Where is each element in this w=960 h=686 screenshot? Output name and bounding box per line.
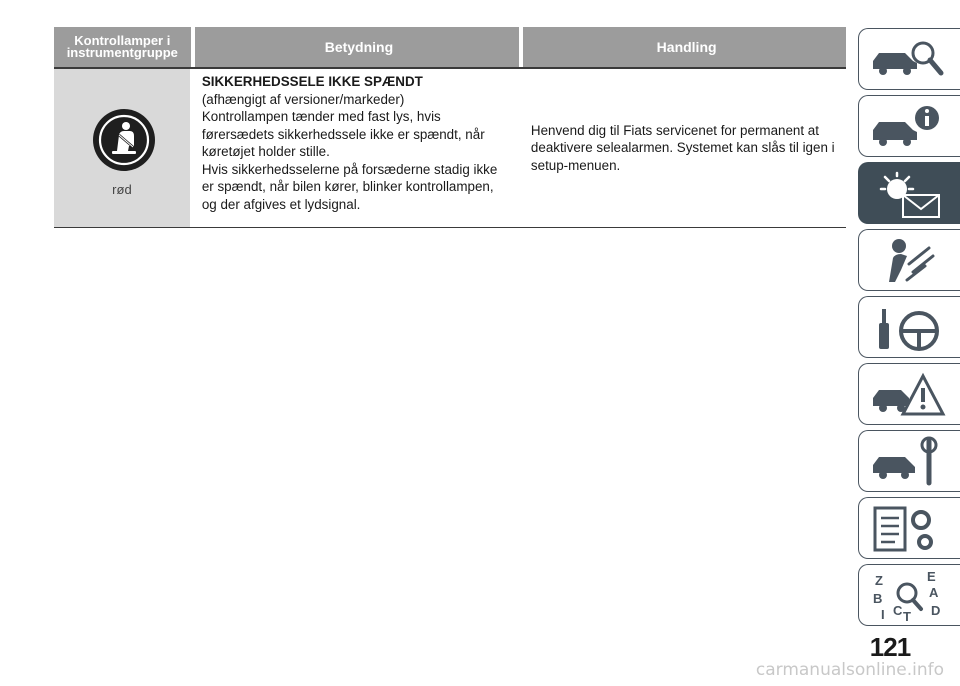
meaning-line: (afhængigt af versioner/markeder) [201, 91, 405, 107]
tab-maintenance[interactable] [858, 430, 960, 492]
meaning-line: er spændt, når bilen kører, blinker kontrollampen, [201, 179, 494, 194]
warning-lights-table [54, 27, 846, 228]
table-header [54, 27, 846, 69]
lamp-color-label: rød [112, 182, 132, 197]
page-number: 121 [869, 632, 911, 662]
header-action: Handling [656, 39, 717, 55]
meaning-line: Kontrollampen tænder med fast lys, hvis [201, 109, 441, 124]
tab-starting-driving[interactable] [858, 296, 960, 358]
spec-sheet-gears-icon [867, 502, 947, 556]
lamp-cell [54, 69, 190, 227]
action-cell [519, 69, 846, 227]
meaning-line: og der afgives et lydsignal. [201, 196, 361, 212]
svg-text:Z: Z [875, 573, 883, 588]
header-separator [191, 27, 195, 67]
header-instrument-cluster-lamps [54, 27, 191, 67]
meaning-line: køretøjet holder stille. [201, 144, 330, 159]
tab-car-info[interactable] [858, 95, 960, 157]
car-magnifier-icon [867, 33, 947, 87]
action-text: Henvend dig til Fiats servicenet for permanent at deaktivere selealarmen. Systemet kan slås til igen i setup-menuen. [530, 122, 835, 173]
tab-technical-data[interactable] [858, 497, 960, 559]
svg-text:I: I [881, 607, 885, 622]
meaning-line: Hvis sikkerhedsselerne på forsæderne stadig ikke [201, 161, 498, 177]
meaning-cell [190, 69, 519, 227]
warning-light-envelope-icon [867, 167, 947, 221]
tab-warning-lights[interactable] [858, 162, 960, 224]
tab-safety[interactable] [858, 229, 960, 291]
airbag-occupant-icon [867, 234, 947, 288]
car-warning-triangle-icon [867, 368, 947, 422]
svg-text:D: D [931, 603, 941, 618]
meaning-line: førersædets sikkerhedssele ikke er spændt, når [201, 126, 485, 142]
key-steering-wheel-icon [867, 301, 947, 355]
tab-index[interactable] [858, 564, 960, 626]
table-row [54, 69, 846, 228]
car-info-icon [867, 100, 947, 154]
alphabet-index-icon [867, 569, 947, 623]
svg-text:C: C [893, 603, 903, 618]
header-separator [519, 27, 523, 67]
warning-heading: SIKKERHEDSSELE IKKE SPÆNDT [201, 74, 423, 89]
header-meaning: Betydning [324, 39, 394, 55]
tab-emergency[interactable] [858, 363, 960, 425]
header-label: Kontrollamper i instrumentgruppe [66, 33, 178, 60]
car-wrench-icon [867, 435, 947, 489]
svg-text:B: B [873, 591, 883, 606]
watermark: carmanualsonline.info [755, 660, 944, 680]
seatbelt-warning-icon [93, 109, 155, 171]
svg-text:T: T [903, 609, 911, 623]
tab-car-magnifier[interactable] [858, 28, 960, 90]
svg-text:A: A [929, 585, 939, 600]
svg-text:E: E [927, 569, 936, 584]
